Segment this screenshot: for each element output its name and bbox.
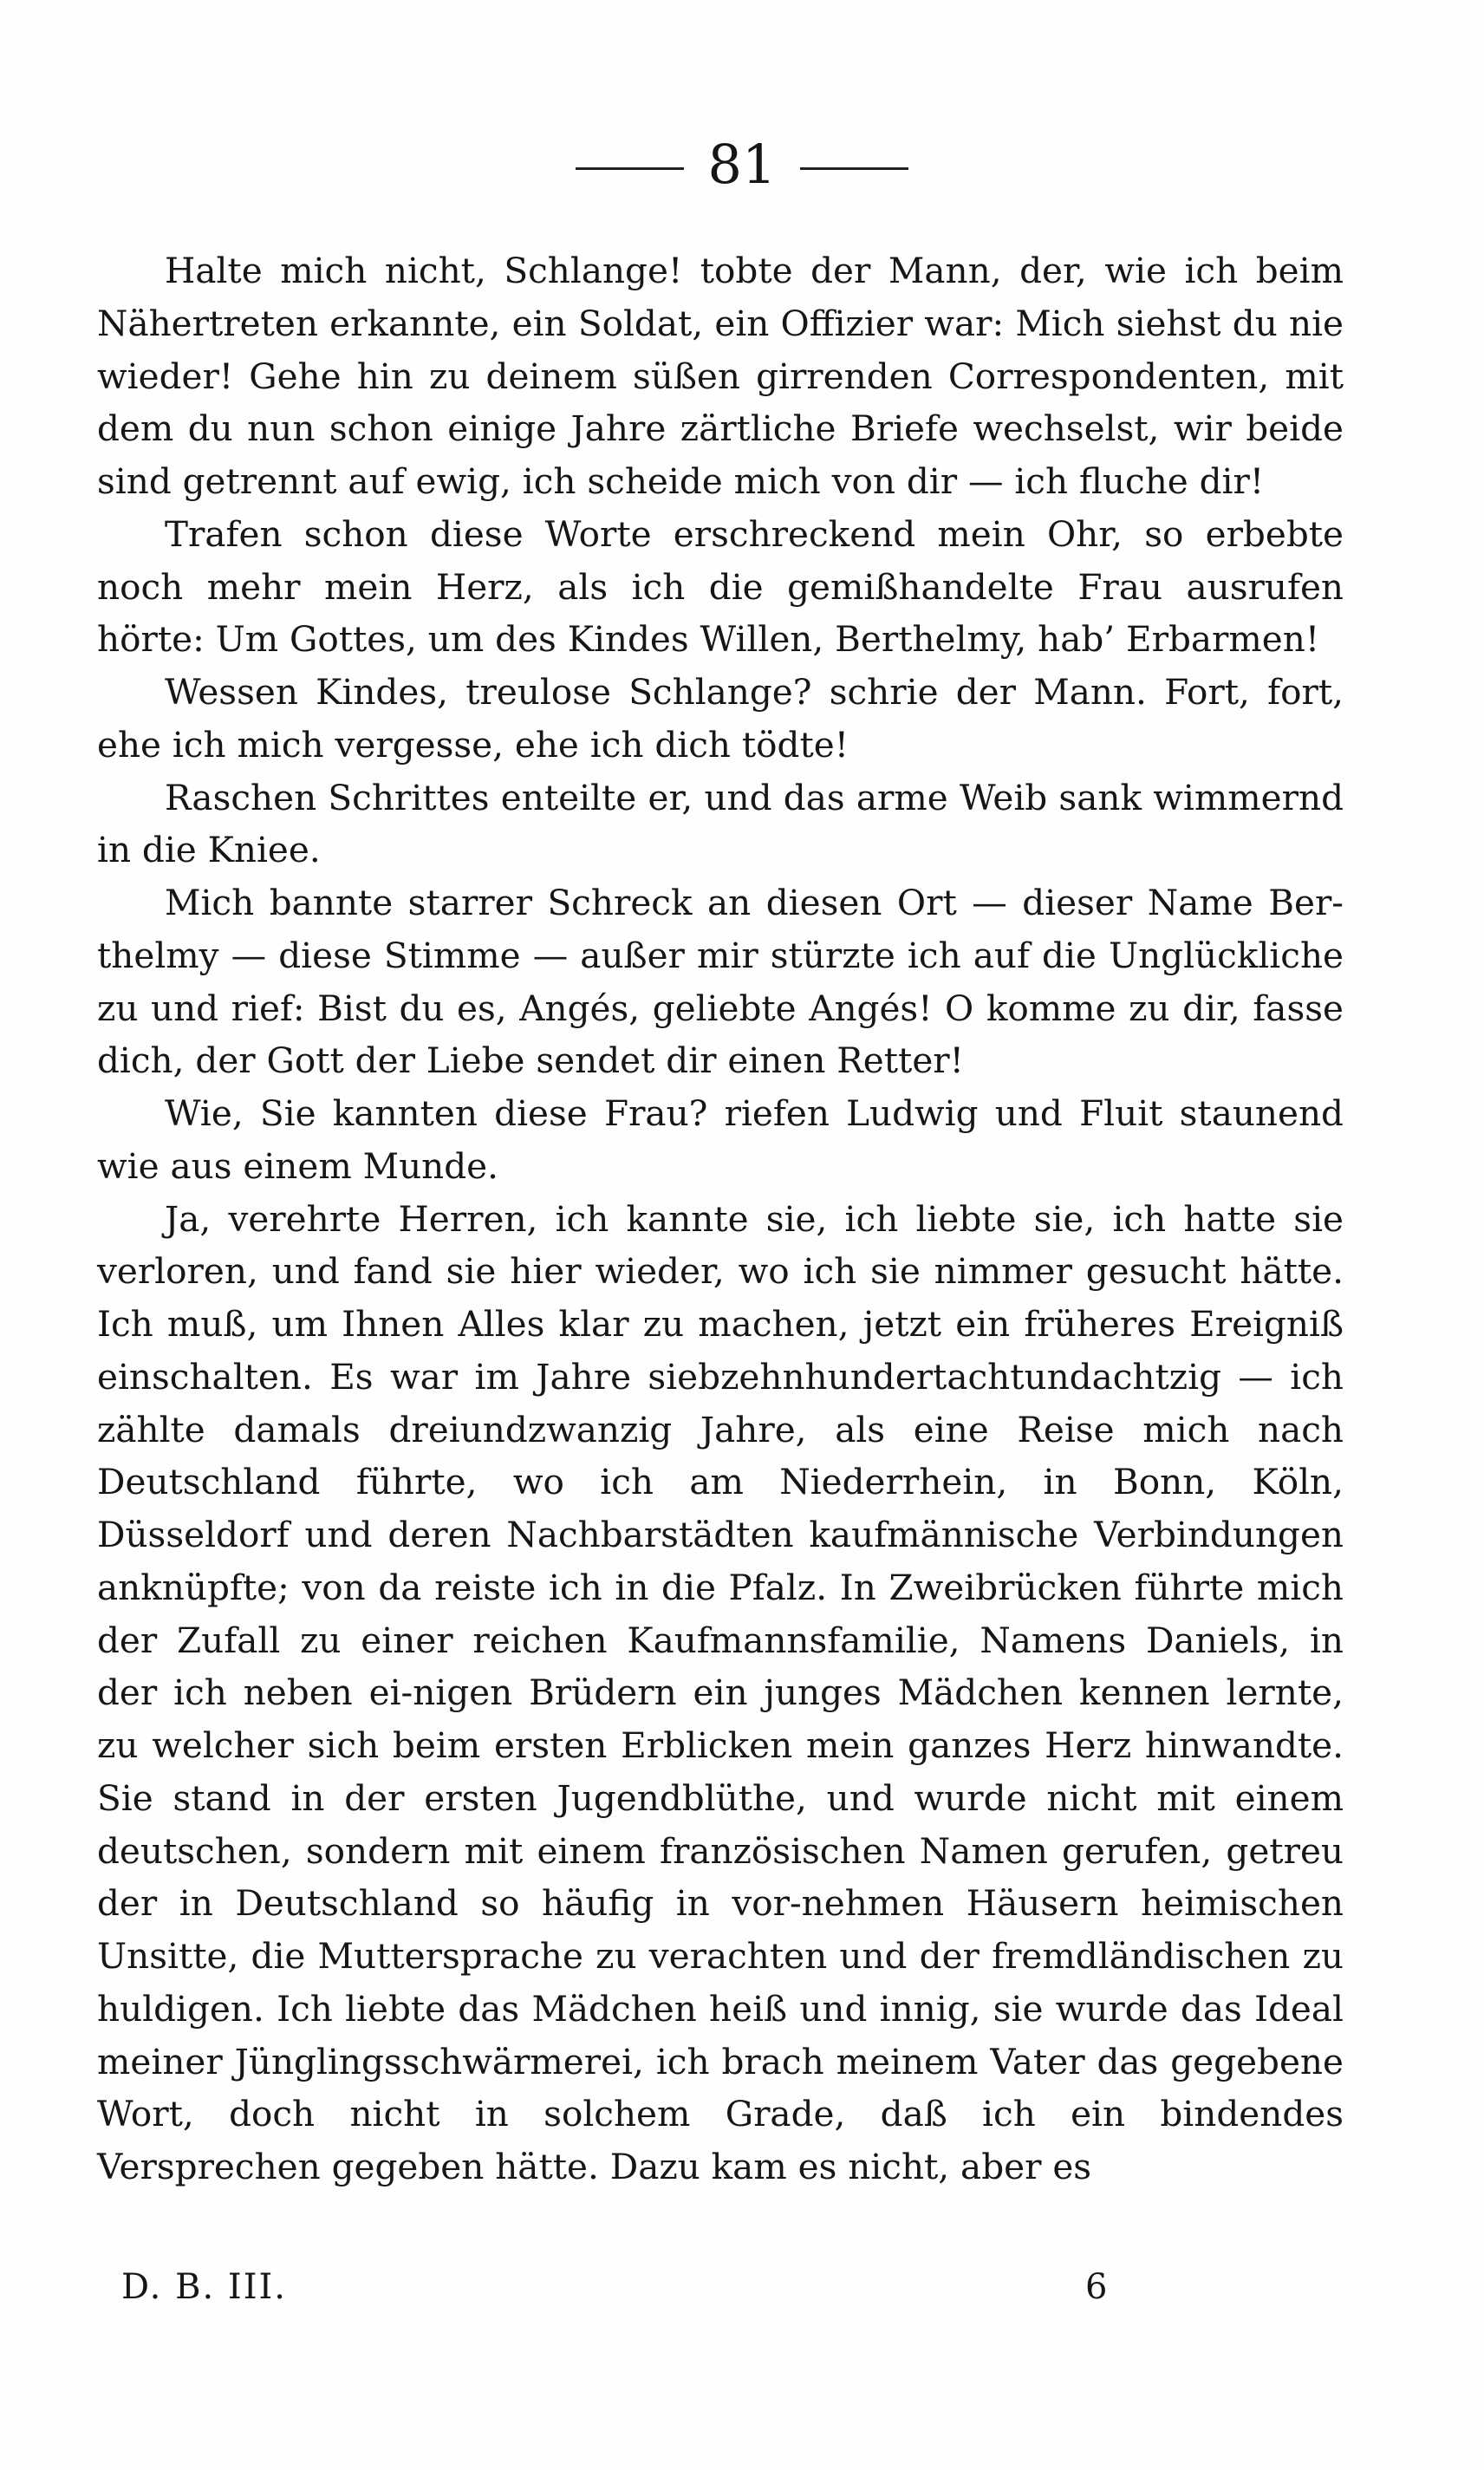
- sheet-number: 6: [1085, 2267, 1108, 2307]
- paragraph: Halte mich nicht, Schlange! tobte der Mann, der, wie ich beim Nähertreten erkannte, ein Soldat, ein Offizier war: Mich siehst du nie wieder! Gehe hin zu deinem süßen girrenden Correspondenten, mit dem du nun schon einige Jahre zärtliche Briefe wechselst, wir beide sind getrennt auf ewig, ich scheide mich von dir — ich fluche dir!: [97, 250, 1344, 502]
- header-rule-right: [800, 167, 908, 170]
- body-text: [97, 244, 1344, 2193]
- paragraph: Raschen Schrittes enteilte er, und das arme Weib sank wimmernd in die Kniee.: [97, 776, 1344, 871]
- header-rule-left: [576, 167, 684, 170]
- paragraph: Wie, Sie kannten diese Frau? riefen Ludwig und Fluit staunend wie aus einem Munde.: [97, 1092, 1344, 1187]
- paragraph: Mich bannte starrer Schreck an diesen Ort — dieser Name Ber-thelmy — diese Stimme — außer mir stürzte ich auf die Unglückliche zu und rief: Bist du es, Angés, geliebte Angés! O komme zu dir, fasse dich, der Gott der Liebe sendet dir einen Retter!: [97, 882, 1344, 1082]
- page-number: 81: [707, 133, 777, 196]
- signature-mark: D. B. III.: [121, 2267, 288, 2307]
- page-footer: [0, 2261, 1484, 2313]
- paragraph: Wessen Kindes, treulose Schlange? schrie der Mann. Fort, fort, ehe ich mich vergesse, ehe ich dich tödte!: [97, 671, 1344, 766]
- paragraph: Ja, verehrte Herren, ich kannte sie, ich liebte sie, ich hatte sie verloren, und fand sie hier wieder, wo ich sie nimmer gesucht hätte. Ich muß, um Ihnen Alles klar zu machen, jetzt ein früheres Ereigniß einschalten. Es war im Jahre siebzehnhundertachtundachtzig — ich zählte damals dreiundzwanzig Jahre, als eine Reise mich nach Deutschland führte, wo ich am Niederrhein, in Bonn, Köln, Düsseldorf und deren Nachbarstädten kaufmännische Verbindungen anknüpfte; von da reiste ich in die Pfalz. In Zweibrücken führte mich der Zufall zu einer reichen Kaufmannsfamilie, Namens Daniels, in der ich neben ei-nigen Brüdern ein junges Mädchen kennen lernte, zu welcher sich beim ersten Erblicken mein ganzes Herz hinwandte. Sie stand in der ersten Jugendblüthe, und wurde nicht mit einem deutschen, sondern mit einem französischen Namen gerufen, getreu der in Deutschland so häufig in vor-nehmen Häusern heimischen Unsitte, die Muttersprache zu verachten und der fremdländischen zu huldigen. Ich liebte das Mädchen heiß und innig, sie wurde das Ideal meiner Jünglingsschwärmerei, ich brach meinem Vater das gegebene Wort, doch nicht in solchem Grade, daß ich ein bindendes Versprechen gegeben hätte. Dazu kam es nicht, aber es: [97, 1197, 1344, 2187]
- paragraph: Trafen schon diese Worte erschreckend mein Ohr, so erbebte noch mehr mein Herz, als ich die gemißhandelte Frau ausrufen hörte: Um Gottes, um des Kindes Willen, Berthelmy, hab’ Erbarmen!: [97, 512, 1344, 661]
- page-header: [0, 130, 1484, 199]
